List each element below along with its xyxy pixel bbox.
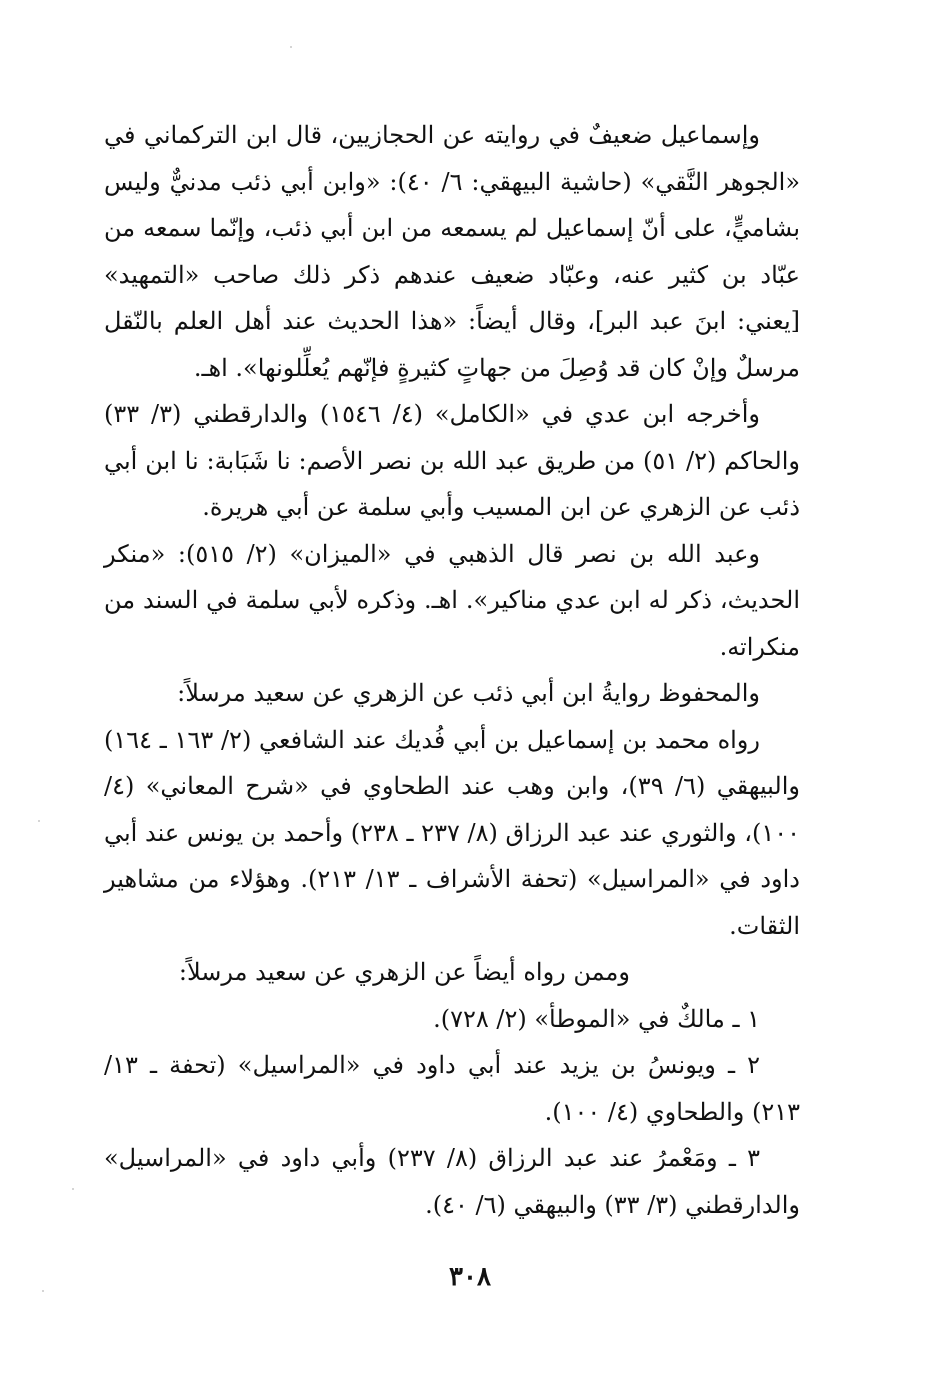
scan-speck: [42, 1290, 44, 1292]
page-number: ٣٠٨: [449, 1262, 491, 1292]
scan-speck: [38, 820, 40, 822]
scan-speck: [72, 1188, 74, 1190]
list-item-yunus: ٢ ـ ويونسُ بن يزيد عند أبي داود في «المراسيل» (تحفة ـ ١٣/ ٢١٣) والطحاوي (٤/ ١٠٠).: [104, 1051, 800, 1126]
list-item-malik: ١ ـ مالكٌ في «الموطأ» (٢/ ٧٢٨).: [433, 1004, 760, 1033]
scan-speck: [290, 46, 292, 48]
paragraph-narrators: رواه محمد بن إسماعيل بن أبي فُديك عند الشافعي (٢/ ١٦٣ ـ ١٦٤) والبيهقي (٦/ ٣٩)، وابن وهب عند الطحاوي في «شرح المعاني» (٤/ ١٠٠)، والثوري عند عبد الرزاق (٨/ ٢٣٧ ـ ٢٣٨) وأحمد بن يونس عند أبي داود في «المراسيل» (تحفة الأشراف ـ ١٣/ ٢١٣). وهؤلاء من مشاهير الثقات.: [104, 725, 801, 940]
paragraph-mursal-intro: وممن رواه أيضاً عن الزهري عن سعيد مرسلاً:: [178, 958, 630, 986]
page-body: [104, 112, 800, 1228]
paragraph-mahfuz: والمحفوظ روايةُ ابن أبي ذئب عن الزهري عن سعيد مرسلاً:: [177, 679, 760, 707]
paragraph-abdullah-bin-nasr: وعبد الله بن نصر قال الذهبي في «الميزان» (٢/ ٥١٥): «منكر الحديث، ذكر له ابن عدي مناكير». اهـ. وذكره لأبي سلمة في السند من منكراته.: [104, 539, 800, 661]
list-item-mamar: ٣ ـ ومَعْمرُ عند عبد الرزاق (٨/ ٢٣٧) وأبي داود في «المراسيل» والدارقطني (٣/ ٣٣) والبيهقي (٦/ ٤٠).: [104, 1144, 800, 1219]
paragraph-ibn-adi-takhrij: وأخرجه ابن عدي في «الكامل» (٤/ ١٥٤٦) والدارقطني (٣/ ٣٣) والحاكم (٢/ ٥١) من طريق عبد الله بن نصر الأصم: نا شَبَابة: نا ابن أبي ذئب عن الزهري عن ابن المسيب وأبي سلمة عن أبي هريرة.: [104, 400, 801, 521]
paragraph-ibn-turkmani: وإسماعيل ضعيفٌ في روايته عن الحجازيين، قال ابن التركماني في «الجوهر النَّقي» (حاشية البيهقي: ٦/ ٤٠): «وابن أبي ذئب مدنيٌّ وليس بشاميٍّ، على أنّ إسماعيل لم يسمعه من ابن أبي ذئب، وإنّما سمعه من عبّاد بن كثير عنه، وعبّاد ضعيف عندهم ذكر ذلك صاحب «التمهيد» [يعني: ابنَ عبد البر]، وقال أيضاً: «هذا الحديث عند أهل العلم بالنّقل مرسلٌ وإنْ كان قد وُصِلَ من جهاتٍ كثيرةٍ فإنّهم يُعلِّلونها». اهـ.: [104, 121, 800, 382]
